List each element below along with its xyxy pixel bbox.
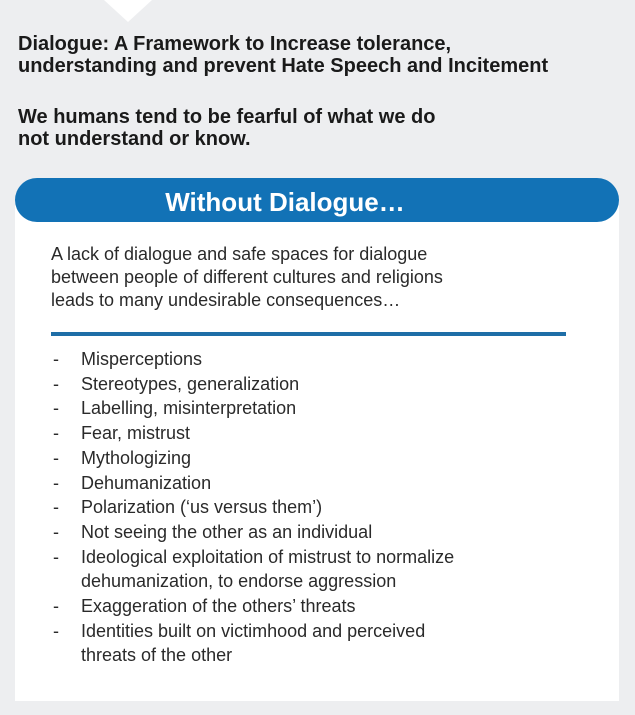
list-item-line: Stereotypes, generalization: [81, 373, 300, 394]
bullet-marker: -: [53, 620, 59, 641]
subheading-line: not understand or know.: [18, 128, 251, 150]
subheading-line: We humans tend to be fearful of what we do: [18, 106, 436, 128]
list-item: [51, 421, 591, 446]
section-divider: [51, 332, 566, 336]
list-item: [51, 372, 591, 397]
bullet-marker: -: [53, 546, 59, 567]
bullet-marker: -: [53, 497, 59, 518]
bullet-marker: -: [53, 447, 59, 468]
list-item-line: Misperceptions: [81, 349, 203, 369]
top-notch-decoration: [104, 0, 152, 22]
list-item-line: dehumanization, to endorse aggression: [81, 571, 397, 592]
list-item-line: threats of the other: [81, 645, 233, 666]
list-item: [51, 545, 591, 594]
list-item-line: Identities built on victimhood and perceived: [81, 620, 426, 641]
heading-line: understanding and prevent Hate Speech and Incitement: [18, 55, 549, 77]
banner-title: Without Dialogue…: [165, 187, 405, 217]
list-item-line: Labelling, misinterpretation: [81, 398, 297, 419]
list-item-line: Fear, mistrust: [81, 423, 191, 444]
list-item: [51, 446, 591, 471]
bullet-marker: -: [53, 472, 59, 493]
list-item: [51, 594, 591, 619]
list-item: [51, 471, 591, 496]
intro-line: leads to many undesirable consequences…: [51, 290, 401, 310]
intro-line: between people of different cultures and religions: [51, 267, 443, 287]
section-banner: [15, 178, 619, 222]
list-item: [51, 520, 591, 545]
bullet-marker: -: [53, 349, 59, 369]
heading-line: Dialogue: A Framework to Increase tolerance,: [18, 33, 452, 55]
bullet-marker: -: [53, 373, 59, 394]
list-item: [51, 619, 591, 668]
intro-line: A lack of dialogue and safe spaces for dialogue: [51, 244, 428, 264]
list-item: [51, 495, 591, 520]
list-item-line: Mythologizing: [81, 447, 192, 468]
list-item-line: Dehumanization: [81, 472, 212, 493]
bullet-marker: -: [53, 398, 59, 419]
list-item-line: Exaggeration of the others’ threats: [81, 596, 356, 617]
consequences-list: [51, 347, 591, 668]
bullet-marker: -: [53, 596, 59, 617]
list-item-line: Not seeing the other as an individual: [81, 521, 373, 542]
document-heading: [18, 33, 623, 77]
intro-paragraph: [51, 243, 571, 312]
list-item-line: Polarization (‘us versus them’): [81, 497, 323, 518]
bullet-marker: -: [53, 521, 59, 542]
bullet-marker: -: [53, 423, 59, 444]
list-item-line: Ideological exploitation of mistrust to normalize: [81, 546, 455, 567]
list-item: [51, 396, 591, 421]
list-item: [51, 347, 591, 372]
document-subheading: [18, 106, 578, 150]
